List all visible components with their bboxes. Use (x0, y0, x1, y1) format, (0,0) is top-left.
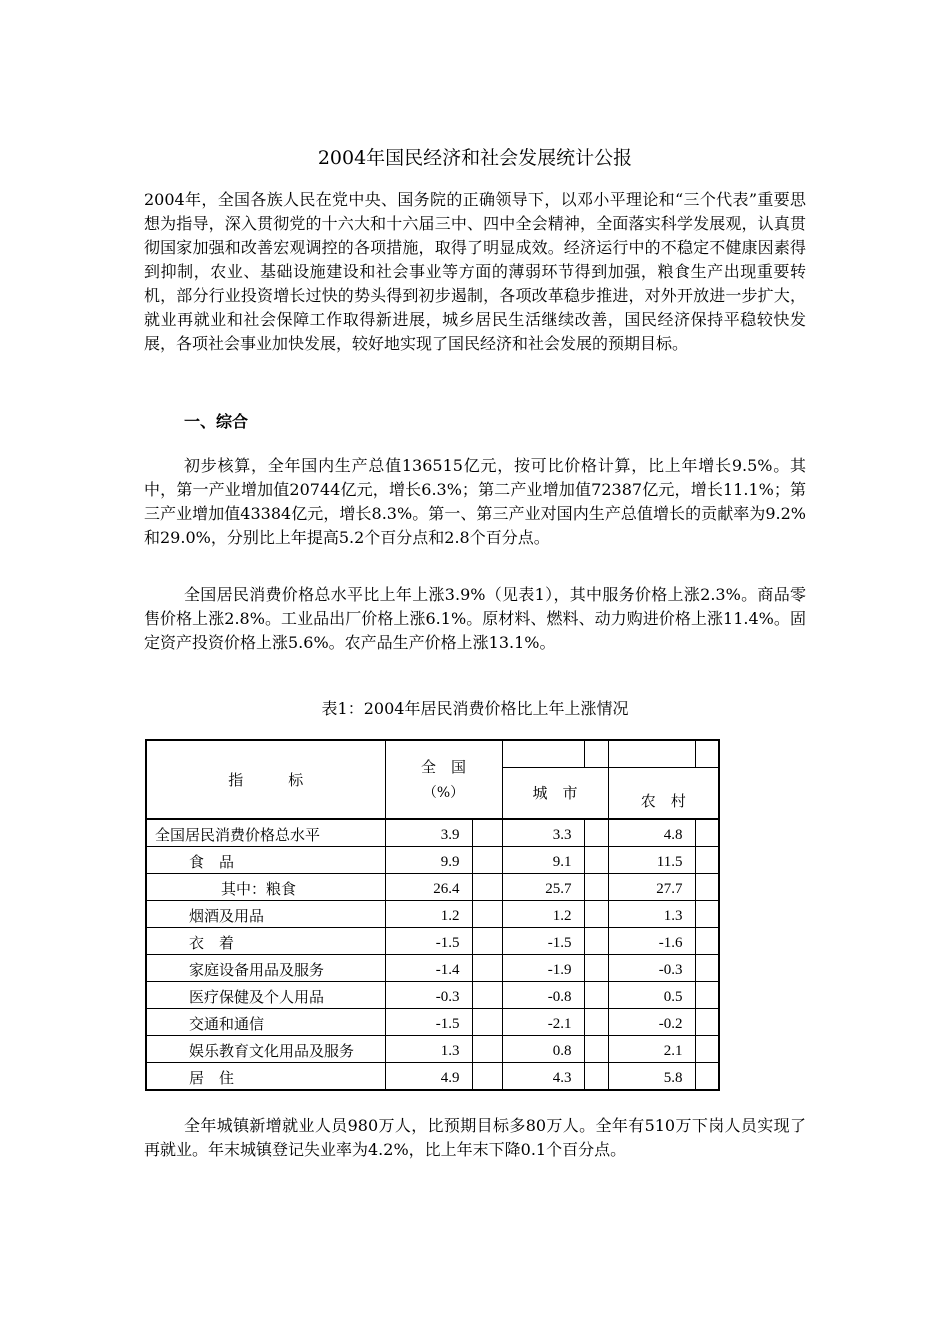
value-rural: 5.8 (608, 1063, 695, 1091)
row-label: 居 住 (146, 1063, 385, 1091)
row-label: 食 品 (146, 847, 385, 874)
value-urban: 9.1 (502, 847, 584, 874)
spacer-cell (472, 955, 502, 982)
value-rural: 4.8 (608, 819, 695, 847)
intro-paragraph: 2004年，全国各族人民在党中央、国务院的正确领导下，以邓小平理论和“三个代表”重要思想为指导，深入贯彻党的十六大和十六届三中、四中全会精神，全面落实科学发展观，认真贯彻国家加强和改善宏观调控的各项措施，取得了明显成效。经济运行中的不稳定不健康因素得到抑制，农业、基础设施建设和社会事业等方面的薄弱环节得到加强，粮食生产出现重要转机，部分行业投资增长过快的势头得到初步遏制，各项改革稳步推进，对外开放进一步扩大，就业再就业和社会保障工作取得新进展，城乡居民生活继续改善，国民经济保持平稳较快发展，各项社会事业加快发展，较好地实现了国民经济和社会发展的预期目标。 (144, 190, 806, 353)
value-rural: 2.1 (608, 1036, 695, 1063)
row-label: 衣 着 (146, 928, 385, 955)
spacer-cell (472, 819, 502, 847)
table-row (146, 928, 719, 955)
value-national: -0.3 (385, 982, 472, 1009)
spacer-cell (472, 1036, 502, 1063)
spacer-cell (695, 819, 719, 847)
row-label: 交通和通信 (146, 1009, 385, 1036)
spacer-cell (472, 847, 502, 874)
spacer-cell (472, 1063, 502, 1091)
spacer-cell (472, 982, 502, 1009)
gdp-paragraph: 初步核算，全年国内生产总值136515亿元，按可比价格计算，比上年增长9.5%。其中，第一产业增加值20744亿元，增长6.3%；第二产业增加值72387亿元，增长11.1%；第三产业增加值43384亿元，增长8.3%。第一、第三产业对国内生产总值增长的贡献率为9.2%和29.0%，分别比上年提高5.2个百分点和2.8个百分点。 (144, 456, 806, 547)
header-urban: 城 市 (502, 768, 608, 820)
table-row (146, 874, 719, 901)
spacer-cell (695, 982, 719, 1009)
employment-paragraph: 全年城镇新增就业人员980万人，比预期目标多80万人。全年有510万下岗人员实现了再就业。年末城镇登记失业率为4.2%，比上年末下降0.1个百分点。 (144, 1116, 806, 1159)
row-label: 医疗保健及个人用品 (146, 982, 385, 1009)
table-row (146, 955, 719, 982)
value-national: -1.5 (385, 928, 472, 955)
table-row (146, 819, 719, 847)
value-urban: 1.2 (502, 901, 584, 928)
value-urban: -1.9 (502, 955, 584, 982)
value-urban: 0.8 (502, 1036, 584, 1063)
value-national: 26.4 (385, 874, 472, 901)
table-row (146, 1009, 719, 1036)
header-blank (608, 740, 695, 768)
value-urban: 4.3 (502, 1063, 584, 1091)
value-rural: -0.3 (608, 955, 695, 982)
spacer-cell (695, 847, 719, 874)
header-blank (584, 740, 608, 768)
value-national: 1.3 (385, 1036, 472, 1063)
value-rural: 1.3 (608, 901, 695, 928)
spacer-cell (584, 901, 608, 928)
row-label: 家庭设备用品及服务 (146, 955, 385, 982)
value-national: 1.2 (385, 901, 472, 928)
value-rural: 11.5 (608, 847, 695, 874)
cpi-paragraph: 全国居民消费价格总水平比上年上涨3.9%（见表1），其中服务价格上涨2.3%。商品零售价格上涨2.8%。工业品出厂价格上涨6.1%。原材料、燃料、动力购进价格上涨11.4%。固定资产投资价格上涨5.6%。农产品生产价格上涨13.1%。 (144, 585, 806, 652)
spacer-cell (695, 874, 719, 901)
value-rural: -0.2 (608, 1009, 695, 1036)
row-label: 烟酒及用品 (146, 901, 385, 928)
value-national: 4.9 (385, 1063, 472, 1091)
spacer-cell (695, 901, 719, 928)
table-row (146, 1063, 719, 1091)
spacer-cell (584, 1009, 608, 1036)
header-rural: 农 村 (608, 768, 719, 820)
spacer-cell (584, 874, 608, 901)
value-rural: 0.5 (608, 982, 695, 1009)
table-header-row (146, 740, 719, 768)
spacer-cell (584, 982, 608, 1009)
spacer-cell (472, 874, 502, 901)
header-national (385, 740, 502, 819)
spacer-cell (584, 1036, 608, 1063)
value-rural: 27.7 (608, 874, 695, 901)
value-national: -1.5 (385, 1009, 472, 1036)
spacer-cell (584, 847, 608, 874)
header-blank (502, 740, 584, 768)
spacer-cell (472, 901, 502, 928)
header-national-label: 全 国 (420, 757, 466, 776)
header-indicator: 指 标 (146, 740, 385, 819)
table-row (146, 1036, 719, 1063)
value-rural: -1.6 (608, 928, 695, 955)
row-label: 娱乐教育文化用品及服务 (146, 1036, 385, 1063)
header-blank (695, 740, 719, 768)
cpi-table (145, 739, 720, 1091)
value-urban: 25.7 (502, 874, 584, 901)
spacer-cell (584, 1063, 608, 1091)
spacer-cell (472, 928, 502, 955)
spacer-cell (695, 1009, 719, 1036)
section-heading: 一、综合 (184, 412, 249, 431)
value-urban: 3.3 (502, 819, 584, 847)
value-national: 3.9 (385, 819, 472, 847)
value-urban: -1.5 (502, 928, 584, 955)
header-unit: （%） (422, 784, 465, 801)
spacer-cell (695, 1036, 719, 1063)
row-label: 全国居民消费价格总水平 (146, 819, 385, 847)
spacer-cell (584, 928, 608, 955)
spacer-cell (695, 1063, 719, 1091)
table-row (146, 901, 719, 928)
value-urban: -0.8 (502, 982, 584, 1009)
table-row (146, 982, 719, 1009)
table-caption: 表1：2004年居民消费价格比上年上涨情况 (321, 699, 629, 718)
spacer-cell (584, 819, 608, 847)
spacer-cell (472, 1009, 502, 1036)
table-body (146, 819, 719, 1090)
row-label: 其中：粮食 (146, 874, 385, 901)
spacer-cell (695, 955, 719, 982)
value-national: 9.9 (385, 847, 472, 874)
page-title: 2004年国民经济和社会发展统计公报 (317, 147, 633, 169)
spacer-cell (695, 928, 719, 955)
spacer-cell (584, 955, 608, 982)
value-urban: -2.1 (502, 1009, 584, 1036)
value-national: -1.4 (385, 955, 472, 982)
table-row (146, 847, 719, 874)
